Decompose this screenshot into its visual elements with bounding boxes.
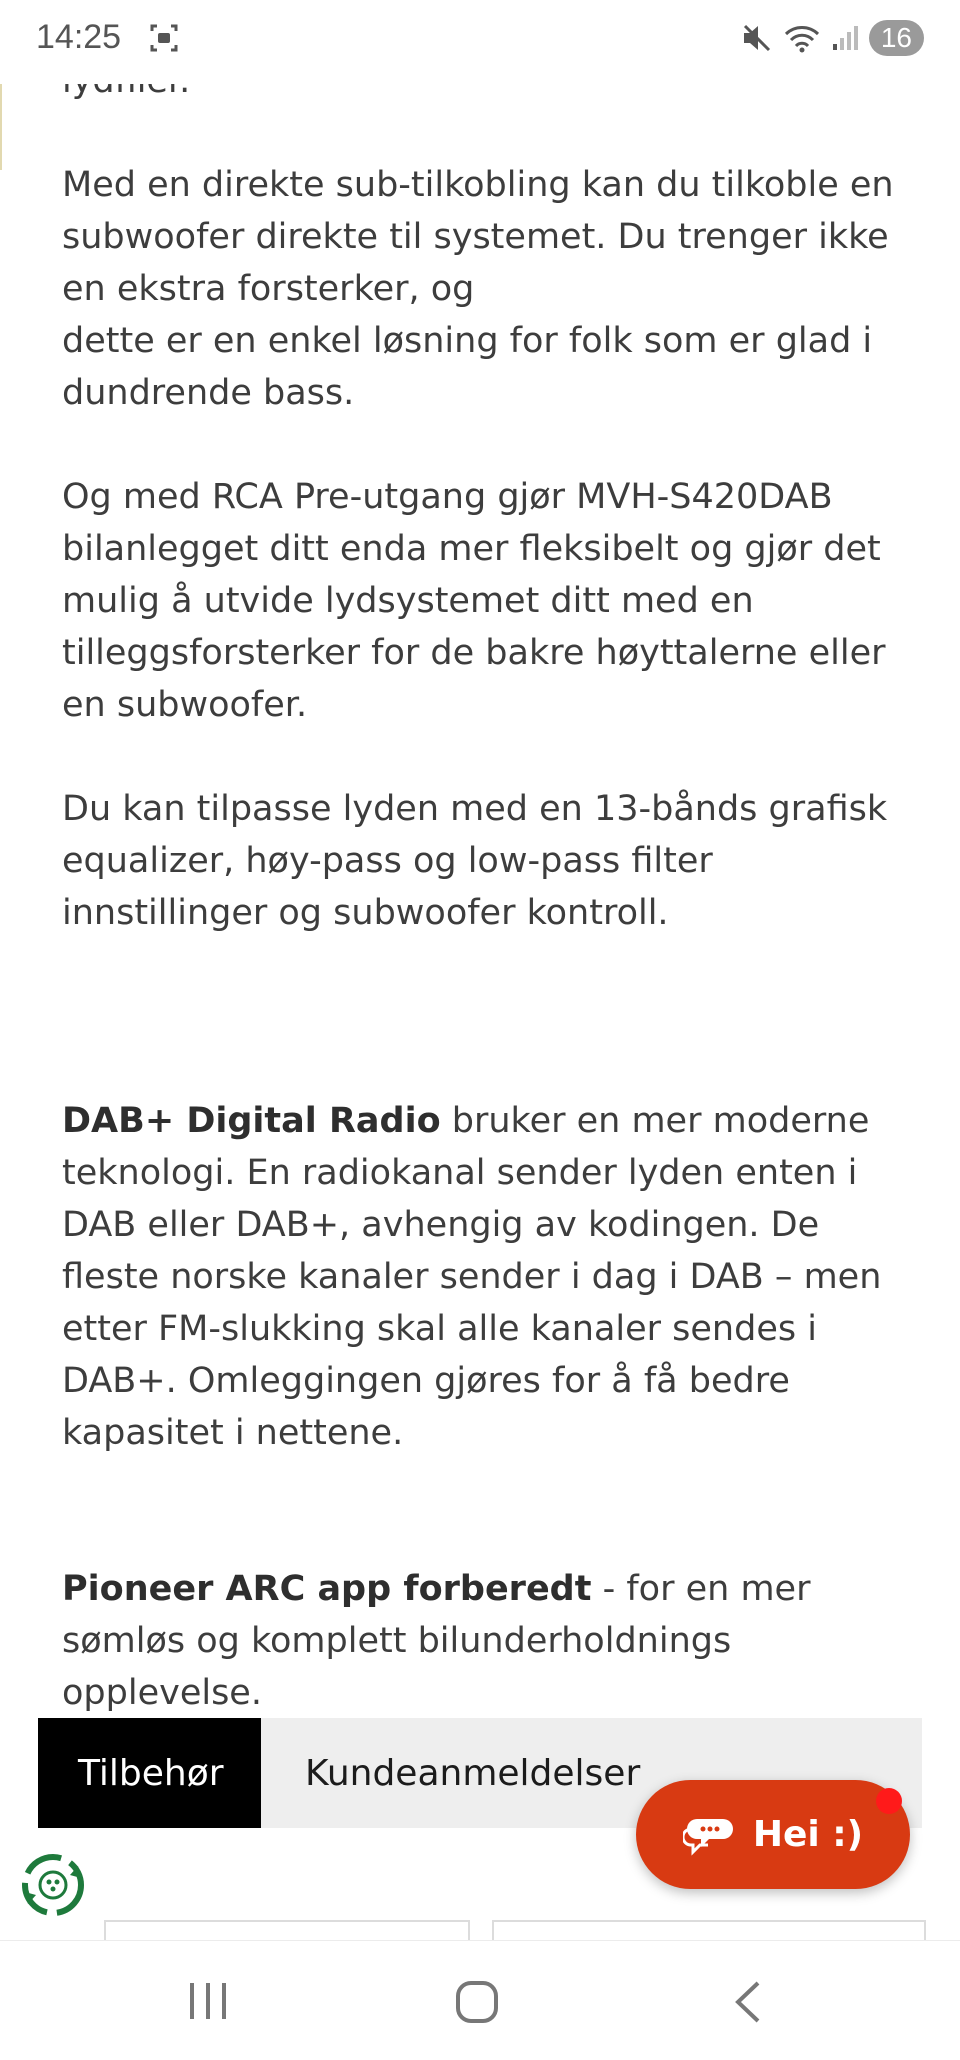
status-bar <box>0 0 960 84</box>
dab-heading: DAB+ Digital Radio <box>62 1101 441 1141</box>
tab-accessories[interactable]: Tilbehør <box>38 1718 261 1828</box>
chat-bubble-icon <box>683 1813 735 1857</box>
paragraph-equalizer: Du kan tilpasse lyden med en 13-bånds grafisk equalizer, høy-pass og low-pass filter innstillinger og subwoofer kontroll. <box>62 789 888 933</box>
chat-button[interactable] <box>636 1780 910 1889</box>
paragraph-arc <box>62 1563 902 1719</box>
notification-dot <box>876 1788 902 1814</box>
signal-icon <box>831 24 859 52</box>
eco-recycle-icon[interactable] <box>16 1848 90 1922</box>
paragraph-sub: Med en direkte sub-tilkobling kan du tilkoble en subwoofer direkte til systemet. Du trenger ikke en ekstra forsterker, og <box>62 165 894 309</box>
dab-text: bruker en mer moderne teknologi. En radiokanal sender lyden enten i DAB eller DAB+, avhengig av kodingen. De fleste norske kanaler sender i dag i DAB – men etter FM-slukking skal alle kanaler sendes i DAB+. Omleggingen gjøres for å få bedre kapasitet i nettene. <box>62 1101 882 1453</box>
paragraph-sub-continued: dette er en enkel løsning for folk som er glad i dundrende bass. <box>62 321 873 413</box>
wifi-icon <box>783 23 821 53</box>
battery-badge: 16 <box>869 20 924 56</box>
system-nav-bar <box>0 1940 960 2060</box>
status-icons <box>741 20 924 56</box>
back-icon[interactable] <box>732 1979 762 2025</box>
home-icon[interactable] <box>454 1979 500 2025</box>
paragraph-rca: Og med RCA Pre-utgang gjør MVH-S420DAB bilanlegget ditt enda mer fleksibelt og gjør det mulig å utvide lydsystemet ditt med en tilleggsforsterker for de bakre høyttalerne eller en subwoofer. <box>62 477 886 725</box>
arc-heading: Pioneer ARC app forberedt <box>62 1569 592 1609</box>
arc-text: - for en mer sømløs og komplett bilunderholdnings opplevelse. <box>62 1569 811 1713</box>
tab-reviews[interactable]: Kundeanmeldelser <box>305 1752 641 1794</box>
product-description <box>62 55 902 1719</box>
screenshot-icon <box>148 22 180 54</box>
paragraph-dab <box>62 1095 902 1459</box>
mute-icon <box>741 23 773 53</box>
recents-icon[interactable] <box>186 1979 230 2023</box>
chat-label: Hei :) <box>752 1814 864 1855</box>
status-time: 14:25 <box>36 18 122 56</box>
left-edge-marker <box>0 70 2 170</box>
